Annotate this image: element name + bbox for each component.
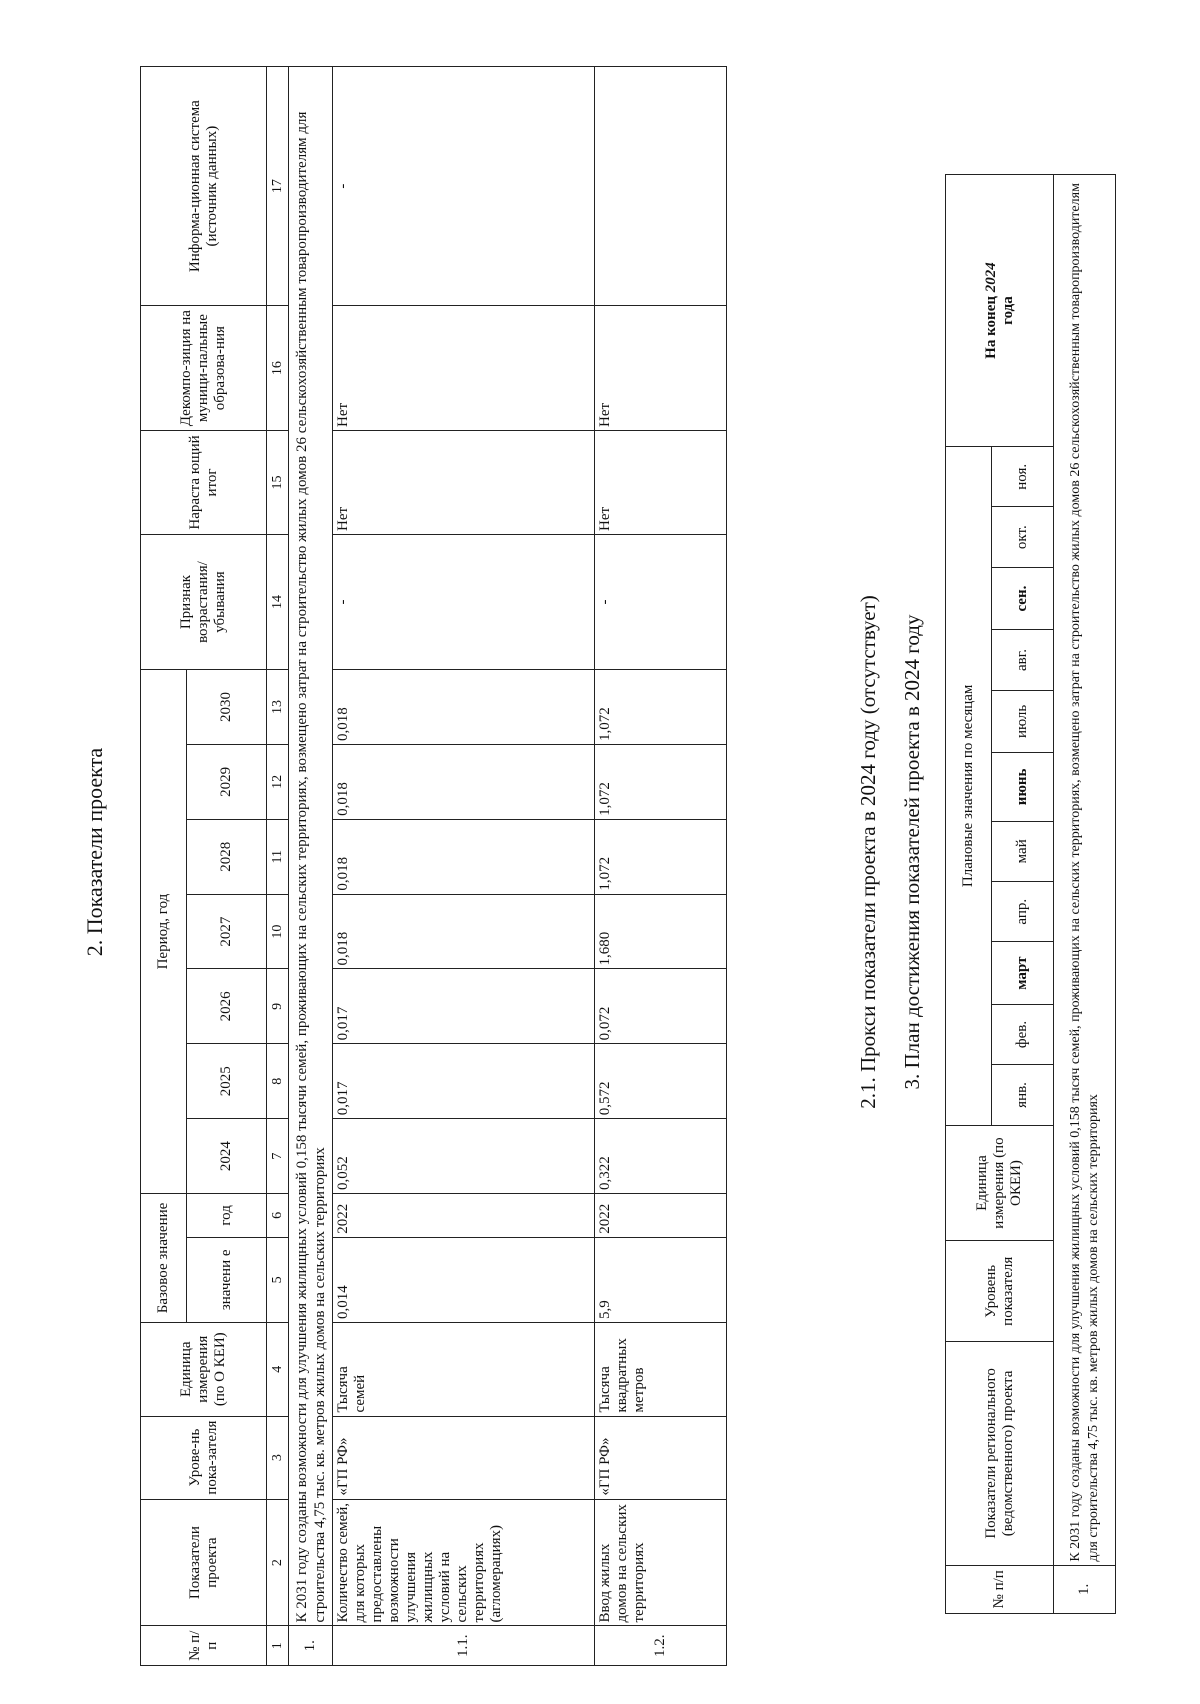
column-number: 14 [267,534,289,669]
header-indicators: Показатели проекта [141,1499,267,1626]
year-value: 0,018 [333,670,595,745]
plan-goal-text: К 2031 году созданы возможности для улучшения жилищных условий 0,158 тысяч семей, проживающих на сельских территориях, возмещено затрат на строительство жилых домов 26 сельскохозяйственным товаропроизводителям для строительства 4,75 тыс. кв. метров жилых домов на сельских территориях [1054,175,1116,1566]
year-value: 0,017 [333,969,595,1044]
cumulative-value: Нет [595,431,727,535]
row-num: 1.2. [595,1626,727,1666]
year-value: 0,017 [333,1044,595,1119]
base-year: 2022 [333,1194,595,1238]
column-number: 8 [267,1044,289,1119]
plan-header-monthly: Плановые значения по месяцам [946,447,992,1126]
year-value: 0,572 [595,1044,727,1119]
year-value: 1,072 [595,819,727,894]
sign-value: - [595,534,727,669]
month-header: май [992,821,1054,881]
indicator-name: Количество семей, для которых предоставлены возможности улучшения жилищных условий на сельских территориях (агломерациях) [333,1499,595,1626]
column-number: 11 [267,819,289,894]
header-cumulative: Нараста ющий итог [141,431,267,535]
year-value: 0,018 [333,819,595,894]
month-header: ноя. [992,447,1054,507]
column-number: 15 [267,431,289,535]
subsection-proxy-title: 2.1. Прокси показатели проекта в 2024 году (отсутствует) [856,595,880,1109]
end-of-year-prefix: На конец [982,296,999,359]
indicator-name: Ввод жилых домов на сельских территориях [595,1499,727,1626]
header-period: Период, год [141,670,187,1194]
column-number: 5 [267,1237,289,1322]
column-number: 13 [267,670,289,745]
header-year: 2030 [187,670,267,745]
column-number: 2 [267,1499,289,1626]
column-number: 12 [267,744,289,819]
month-header: сен. [992,567,1054,629]
column-number: 16 [267,306,289,431]
month-header: окт. [992,507,1054,567]
header-base: Базовое значение [141,1194,187,1323]
decomposition-value: Нет [333,306,595,431]
column-number: 9 [267,969,289,1044]
column-number: 6 [267,1194,289,1238]
cumulative-value: Нет [333,431,595,535]
indicator-unit: Тысяча квадратных метров [595,1322,727,1416]
month-header: июль [992,690,1054,752]
row-num: 1.1. [333,1626,595,1666]
decomposition-value: Нет [595,306,727,431]
year-value: 0,018 [333,894,595,969]
info-system-value [595,67,727,306]
header-year: 2027 [187,894,267,969]
header-year: 2029 [187,744,267,819]
plan-section-title: 3. План достижения показателей проекта в 2024 году [900,614,924,1090]
column-number: 4 [267,1322,289,1416]
sign-value: - [333,534,595,669]
plan-header-unit: Единица измерения (по ОКЕИ) [946,1125,1054,1241]
goal-num: 1. [289,1626,333,1666]
end-of-year-year: 2024 [982,262,999,293]
base-value: 5,9 [595,1237,727,1322]
header-year: 2026 [187,969,267,1044]
year-value: 0,072 [595,969,727,1044]
goal-text: К 2031 году созданы возможности для улучшения жилищных условий 0,158 тысячи семей, проживающих на сельских территориях, возмещено затрат на строительство жилых домов 26 сельскохозяйственным товаропроизводителям для строительства 4,75 тыс. кв. метров жилых домов на сельских территориях [289,67,333,1627]
column-number: 7 [267,1119,289,1194]
header-num: № п/п [141,1626,267,1666]
year-value: 1,680 [595,894,727,969]
header-unit: Единица измерения (по О КЕИ) [141,1322,267,1416]
indicator-level: «ГП РФ» [595,1416,727,1499]
base-year: 2022 [595,1194,727,1238]
plan-table [945,174,1116,1614]
year-value: 1,072 [595,670,727,745]
month-header: янв. [992,1065,1054,1125]
year-value: 0,052 [333,1119,595,1194]
section-title: 2. Показатели проекта [82,747,107,957]
month-header: фев. [992,1004,1054,1064]
header-year: 2028 [187,819,267,894]
month-header: март [992,942,1054,1004]
year-value: 0,018 [333,744,595,819]
year-value: 1,072 [595,744,727,819]
end-of-year-suffix: года [999,296,1016,325]
header-sign: Признак возрастания/ убывания [141,534,267,669]
indicators-table [140,66,727,1666]
plan-header-indicators: Показатели регионального (ведомственного) проекта [946,1342,1054,1566]
indicator-unit: Тысяча семей [333,1322,595,1416]
column-number: 3 [267,1416,289,1499]
column-number: 17 [267,67,289,306]
info-system-value: - [333,67,595,306]
indicator-level: «ГП РФ» [333,1416,595,1499]
base-value: 0,014 [333,1237,595,1322]
column-number: 10 [267,894,289,969]
month-header: апр. [992,882,1054,942]
plan-header-level: Уровень показателя [946,1241,1054,1342]
header-base-value: значени е [187,1237,267,1322]
month-header: авг. [992,630,1054,690]
year-value: 0,322 [595,1119,727,1194]
header-year: 2024 [187,1119,267,1194]
header-level: Урове-нь пока-зателя [141,1416,267,1499]
header-year: 2025 [187,1044,267,1119]
header-decomposition: Декомпо-зиция на муници-пальные образова-ния [141,306,267,431]
column-number: 1 [267,1626,289,1666]
plan-goal-num: 1. [1054,1565,1116,1613]
header-info-system: Информа-ционная система (источник данных) [141,67,267,306]
plan-header-num: № п/п [946,1565,1054,1613]
header-base-year: год [187,1194,267,1238]
plan-header-end-of-year [946,175,1054,447]
table-row [333,67,595,1666]
month-header: июнь [992,753,1054,821]
table-row [595,67,727,1666]
